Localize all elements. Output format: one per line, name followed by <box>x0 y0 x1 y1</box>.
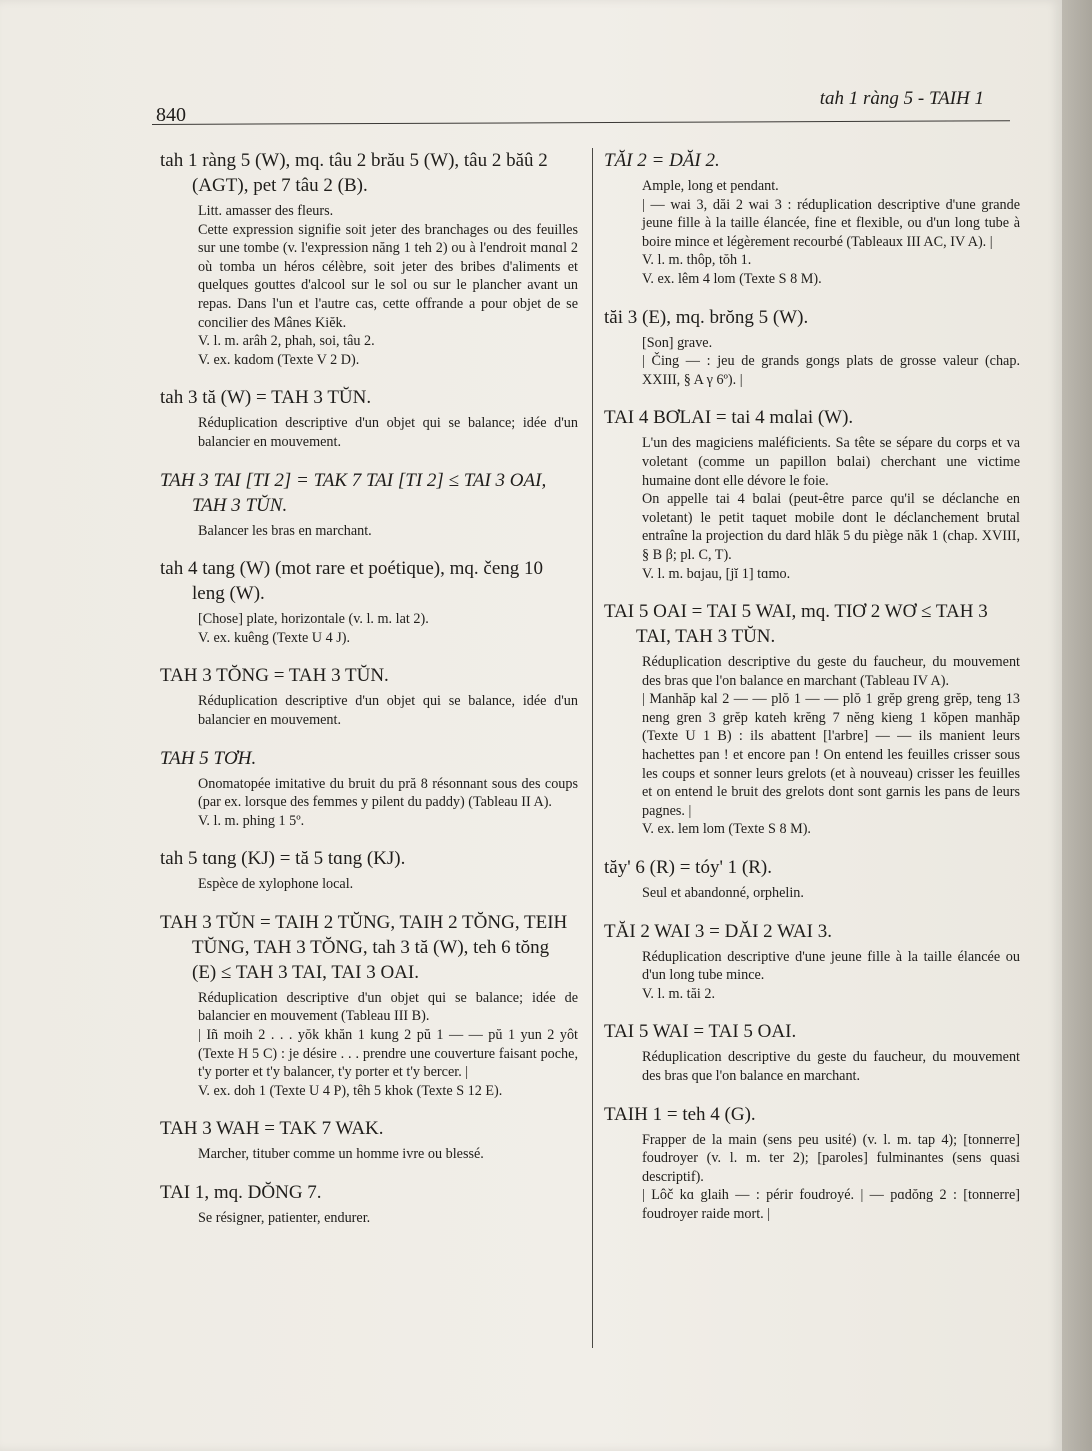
entry-line: Balancer les bras en marchant. <box>198 522 372 539</box>
entry <box>604 148 1020 289</box>
entry-headword: TAH 5 TƠH. <box>160 747 257 769</box>
entry-line: V. ex. lêm 4 lom (Texte S 8 M). <box>642 270 822 287</box>
entry-body <box>642 884 1020 903</box>
entry-body <box>642 1048 1020 1085</box>
entry-line: [Son] grave. <box>642 334 713 351</box>
entry-line: V. ex. lem lom (Texte S 8 M). <box>642 821 811 838</box>
entry-line: Réduplication descriptive d'une jeune fille à la taille élancée ou d'un long tube mince. <box>642 948 1020 984</box>
entry-body <box>198 1209 578 1228</box>
entry-line: [Chose] plate, horizontale (v. l. m. lat 2). <box>198 611 429 628</box>
entry-line: Seul et abandonné, orphelin. <box>642 885 804 902</box>
entry-line: V. l. m. tăi 2. <box>642 985 716 1002</box>
entry-line: V. l. m. thôp, tŏh 1. <box>642 252 752 269</box>
entry-body <box>642 948 1020 1004</box>
book-gutter <box>1062 0 1092 1451</box>
entry-line: Litt. amasser des fleurs. <box>198 203 334 219</box>
entry-body <box>198 610 578 647</box>
entry-line: | Čing — : jeu de grands gongs plats de grosse valeur (chap. XXIII, § A γ 6º). | <box>642 353 1020 388</box>
entry <box>604 855 1020 903</box>
entry <box>160 846 578 894</box>
entry-line: Réduplication descriptive du geste du faucheur, du mouvement des bras que l'on balance en marchant (Tableau IV A). <box>642 654 1020 689</box>
entry-line: Frapper de la main (sens peu usité) (v. l. m. tap 4); [tonnerre] foudroyer (v. l. m. ter 2); [paroles] fulminantes (sens quasi descriptif). <box>642 1131 1020 1185</box>
entry-body <box>198 989 578 1101</box>
entry-line: | — wai 3, dăi 2 wai 3 : réduplication descriptive d'une grande jeune fille à la taille élancée, fine et flexible, ou d'un long tube à boire mince et légèrement recourbé (Tableaux III AC, IV A). | <box>642 196 1020 250</box>
entry-headword: tah 5 tɑng (KJ) = tă 5 tɑng (KJ). <box>160 848 406 870</box>
left-column <box>160 148 578 1244</box>
entry <box>160 1180 578 1228</box>
entry-body <box>642 653 1020 839</box>
entry-headword: TAI 5 OAI = TAI 5 WAI, mq. TIƠ 2 WƠ ≤ TAH 3 TAI, TAH 3 TŬN. <box>604 601 988 648</box>
entry-body <box>642 434 1020 583</box>
entry-headword: TAH 3 TŬN = TAIH 2 TŬNG, TAIH 2 TŎNG, TEIH TŬNG, TAH 3 TŎNG, tah 3 tă (W), teh 6 tŏng (E) ≤ TAH 3 TAI, TAI 3 OAI. <box>160 911 568 983</box>
entry-line: L'un des magiciens maléficients. Sa tête se sépare du corps et va voletant (comme un papillon bɑlai) cherchant une victime humaine dont elle dévore le foie. <box>642 435 1020 489</box>
entry <box>604 919 1020 1004</box>
entry-line: | Lôč kɑ glaih — : périr foudroyé. | — pɑdŏng 2 : [tonnerre] foudroyer raide mort. | <box>642 1187 1020 1222</box>
entry-body <box>198 522 578 541</box>
entry-line: | Iñ moih 2 . . . yŏk khăn 1 kung 2 pŭ 1 — — pŭ 1 yun 2 yôt (Texte H 5 C) : je désire . . . prendre une couverture faisant poche, t'y porter et t'y balancer, t'y porter et t'y bercer. | <box>198 1027 578 1081</box>
entry-line: Réduplication descriptive d'un objet qui se balance, idée d'un balancier en mouvement. <box>198 693 578 728</box>
entry-headword: TAI 1, mq. DŎNG 7. <box>160 1182 322 1204</box>
running-head: tah 1 ràng 5 - TAIH 1 <box>819 88 984 109</box>
entry-line: V. l. m. bɑjau, [jĭ 1] tɑmo. <box>642 565 791 582</box>
entry-line: Réduplication descriptive du geste du faucheur, du mouvement des bras que l'on balance en marchant. <box>642 1049 1020 1084</box>
header-rule <box>152 120 1010 125</box>
entry-headword: tăy' 6 (R) = tóy' 1 (R). <box>604 857 772 879</box>
entry-body <box>198 692 578 729</box>
entry <box>160 746 578 831</box>
entry-headword: TAH 3 TAI [TI 2] = TAK 7 TAI [TI 2] ≤ TAI 3 OAI, TAH 3 TŬN. <box>160 469 547 516</box>
entry-line: Ample, long et pendant. <box>642 178 779 194</box>
entry <box>160 148 578 369</box>
entry-line: Onomatopée imitative du bruit du pră 8 résonnant sous des coups (par ex. lorsque des femmes y pilent du paddy) (Tableau II A). <box>198 775 578 811</box>
entry <box>160 1116 578 1164</box>
entry-body <box>642 334 1020 390</box>
entry-headword: tah 3 tă (W) = TAH 3 TŬN. <box>160 387 372 409</box>
entry-headword: tăi 3 (E), mq. brŏng 5 (W). <box>604 306 809 328</box>
entry-headword: TAH 3 TŎNG = TAH 3 TŬN. <box>160 665 389 687</box>
entry-body <box>198 775 578 831</box>
entry-headword: TAI 5 WAI = TAI 5 OAI. <box>604 1021 797 1043</box>
entry-body <box>642 177 1020 289</box>
entry-headword: TĂI 2 WAI 3 = DĂI 2 WAI 3. <box>604 920 832 942</box>
entry-line: V. ex. kuêng (Texte U 4 J). <box>198 629 351 646</box>
entry-headword: TĂI 2 = DĂI 2. <box>604 150 720 171</box>
entry-body <box>642 1131 1020 1224</box>
entry <box>160 556 578 647</box>
entry-headword: tah 4 tang (W) (mot rare et poétique), mq. čeng 10 leng (W). <box>160 558 544 605</box>
entry <box>160 663 578 729</box>
entry-line: V. l. m. phing 1 5º. <box>198 812 305 829</box>
entry <box>160 910 578 1101</box>
entry <box>604 599 1020 839</box>
entry-headword: TAI 4 BƠLAI = tai 4 mɑlai (W). <box>604 407 854 429</box>
entry-body <box>198 414 578 451</box>
entry <box>604 305 1020 390</box>
column-divider <box>592 148 593 1348</box>
entry-line: Cette expression signifie soit jeter des branchages ou des feuilles sur une tombe (v. l'expression năng 1 teh 2) ou à l'endroit mɑnɑl 2 où tomba un héros célèbre, soit jeter des bribes d'aliments et quelques gouttes d'alcool sur le sol ou sur le plancher avant un repas. Dans l'un et l'autre cas, cette offrande a pour objet de se concilier des Mânes Kiĕk. <box>198 221 578 331</box>
entry-line: Espèce de xylophone local. <box>198 876 354 893</box>
entry <box>604 405 1020 583</box>
entry-headword: tah 1 ràng 5 (W), mq. tâu 2 brău 5 (W), tâu 2 băû 2 (AGT), pet 7 tâu 2 (B). <box>160 150 548 196</box>
entry <box>604 1102 1020 1224</box>
entry <box>604 1019 1020 1085</box>
entry-line: | Manhăp kal 2 — — plŏ 1 — — plŏ 1 grĕp greng grĕp, teng 13 neng gren 3 grĕp kɑteh krĕng 7 nĕng kieng 1 kŏpen manhăp (Texte U 1 B) : ils abattent [l'arbre] — — ils manient leurs hachettes pan ! et encore pan ! On entend les feuilles crisser sous les coups et sonner leurs grelots (et à nouveau) crisser les feuilles et on entend le bruit des grelots dont sont garnis les pans de leurs pagnes. | <box>642 691 1020 819</box>
entry-line: V. ex. doh 1 (Texte U 4 P), têh 5 khok (Texte S 12 E). <box>198 1082 503 1099</box>
entry-line: Marcher, tituber comme un homme ivre ou blessé. <box>198 1146 484 1163</box>
entry-body <box>198 875 578 894</box>
entry-line: Se résigner, patienter, endurer. <box>198 1210 371 1227</box>
entry-line: V. ex. kɑdom (Texte V 2 D). <box>198 351 360 368</box>
entry-body <box>198 202 578 369</box>
entry-line: On appelle tai 4 bɑlai (peut-être parce qu'il se déclanche en voletant) le petit taquet mobile dont le déclanchement brutal entraîne la projection du dard hlăk 5 du piège năk 1 (chap. XVIII, § B β; pl. C, T). <box>642 491 1020 563</box>
entry-line: V. l. m. arâh 2, phah, soi, tâu 2. <box>198 333 375 350</box>
entry-headword: TAH 3 WAH = TAK 7 WAK. <box>160 1118 384 1140</box>
entry-body <box>198 1145 578 1164</box>
right-column <box>604 148 1020 1240</box>
entry-headword: TAIH 1 = teh 4 (G). <box>604 1103 756 1125</box>
entry <box>160 468 578 541</box>
entry <box>160 385 578 451</box>
entry-line: Réduplication descriptive d'un objet qui se balance; idée de balancier en mouvement (Tableau III B). <box>198 989 578 1025</box>
page-number: 840 <box>156 104 186 126</box>
entry-line: Réduplication descriptive d'un objet qui se balance; idée d'un balancier en mouvement. <box>198 415 578 450</box>
